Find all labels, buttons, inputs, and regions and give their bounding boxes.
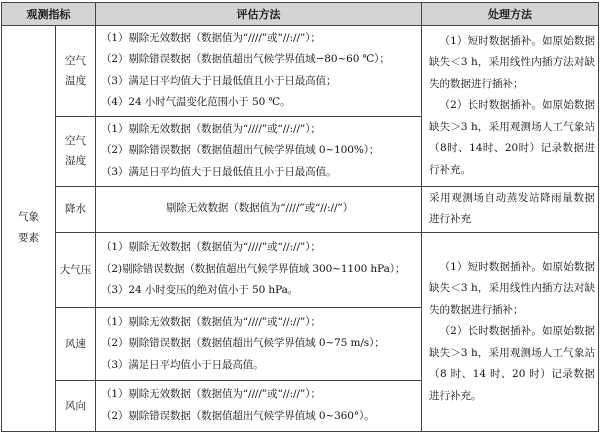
criteria-line: （1）剔除无效数据（数据值为“////”或“//://”）；: [101, 388, 321, 401]
processing-precipitation: [422, 186, 599, 232]
criteria-air-pressure: [96, 232, 422, 307]
table-row: [2, 25, 599, 116]
indicator-line: 湿度: [65, 155, 86, 168]
criteria-line: （2）剔除错误数据（数据值超出气候学界值域 0~75 m/s）；: [101, 337, 385, 350]
criteria-line: 剔除无效数据（数据值为“////”或“//://”）: [165, 202, 354, 215]
criteria-air-temperature: [96, 25, 422, 116]
criteria-line: （1）剔除无效数据（数据值为“////”或“//://”）；: [101, 241, 321, 254]
criteria-wind-direction: [96, 380, 422, 431]
observation-table: [1, 2, 599, 432]
processing-paragraph: （1）短时数据插补。如原始数据缺失＜3 h，采用线性内插方法对缺失的数据进行插补；: [429, 260, 595, 316]
criteria-wind-speed: [96, 307, 422, 380]
category-cell: [2, 25, 56, 431]
header-indicator: 观测指标: [2, 3, 96, 26]
criteria-line: （1）剔除无效数据（数据值为“////”或“//://”）；: [101, 315, 321, 328]
indicator-air-humidity: [56, 116, 96, 186]
criteria-line: （2）剔除错误数据（数据值超出气候学界值域 0~100%）；: [101, 144, 380, 157]
table-row: [2, 232, 599, 307]
header-evaluation: 评估方法: [96, 3, 422, 26]
criteria-line: （2）剔除错误数据（数据值超出气候学界值域 0~360°）。: [101, 409, 375, 422]
indicator-precipitation: 降水: [56, 186, 96, 232]
header-processing: 处理方法: [422, 3, 599, 26]
processing-group-1: [422, 25, 599, 186]
indicator-wind-direction: 风向: [56, 380, 96, 431]
indicator-line: 温度: [65, 74, 86, 87]
indicator-air-temperature: [56, 25, 96, 116]
criteria-precipitation: [96, 186, 422, 232]
criteria-line: （1）剔除无效数据（数据值为“////”或“//://”）；: [101, 31, 321, 44]
criteria-line: （3）满足日平均值大于日最低值且小于日最高值。: [101, 165, 337, 178]
processing-paragraph: （2）长时数据插补。如原始数据缺失＞3 h，采用观测场人工气象站（8时、14时、20时）记录数据进行补充。: [429, 99, 595, 176]
criteria-line: （2）剔除错误数据（数据值超出气候学界值域−80~60 ℃）；: [101, 53, 390, 66]
processing-paragraph: 采用观测场自动蒸发站降雨量数据进行补充: [429, 191, 595, 226]
processing-group-2: [422, 232, 599, 431]
criteria-air-humidity: [96, 116, 422, 186]
indicator-line: 空气: [65, 135, 86, 148]
criteria-line: （1）剔除无效数据（数据值为“////”或“//://”）；: [101, 122, 321, 135]
processing-paragraph: （2）长时数据插补。如原始数据缺失＞3 h，采用观测场人工气象站（8 时、14 时、20 时）记录数据进行补充。: [429, 325, 595, 402]
indicator-line: 空气: [65, 54, 86, 67]
category-line: 气象: [18, 211, 39, 224]
criteria-line: （3）满足日平均值小于日最高值。: [101, 358, 264, 371]
criteria-line: （4）24 小时气温变化范围小于 50 ℃。: [101, 96, 291, 109]
table-header-row: [2, 3, 599, 26]
criteria-line: （3）24 小时变压的绝对值小于 50 hPa。: [101, 284, 299, 297]
category-line: 要素: [18, 232, 39, 245]
table-row: [2, 186, 599, 232]
indicator-air-pressure: 大气压: [56, 232, 96, 307]
indicator-wind-speed: 风速: [56, 307, 96, 380]
criteria-line: （3）满足日平均值大于日最低值且小于日最高值；: [101, 74, 337, 87]
criteria-line: （2)剔除错误数据（数据值超出气候学界值域 300~1100 hPa）；: [101, 262, 406, 275]
processing-paragraph: （1）短时数据插补。如原始数据缺失＜3 h，采用线性内插方法对缺失的数据进行插补；: [429, 34, 595, 90]
